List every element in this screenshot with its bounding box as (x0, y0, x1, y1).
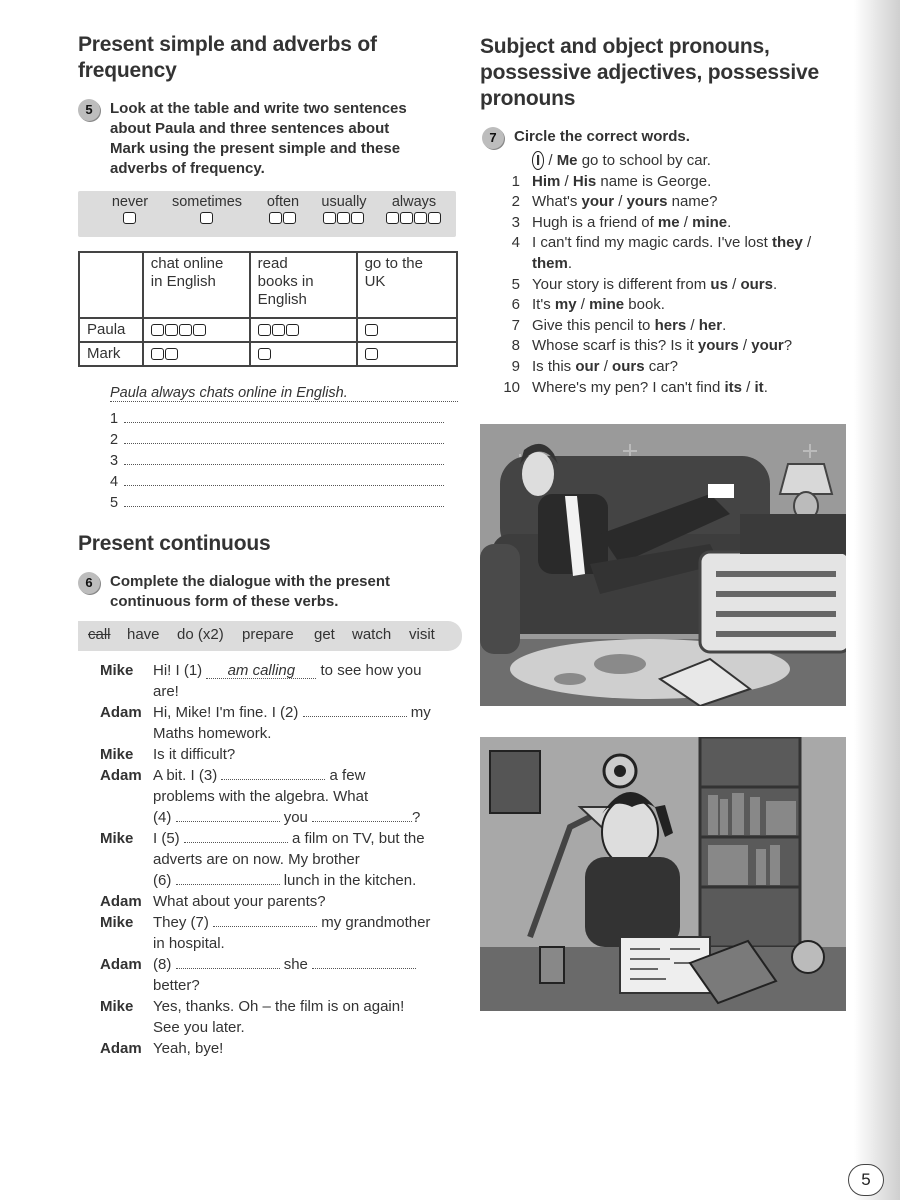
item-post: . (772, 275, 778, 293)
item-pre: Where's my pen? I can't find (532, 378, 725, 396)
illustration-boy-on-phone (480, 737, 846, 1011)
item-a[interactable]: your (581, 193, 615, 211)
habits-table (78, 251, 458, 367)
item-pre: I can't find my magic cards. I've lost (532, 234, 772, 252)
speaker: Adam (100, 956, 142, 973)
table-cell (357, 318, 457, 342)
item-post: go to school by car. (577, 152, 711, 169)
answer-line-4: 4 (110, 473, 444, 490)
item-number: 9 (511, 358, 520, 375)
verb-box (78, 621, 462, 651)
item-b[interactable]: mine (692, 213, 728, 231)
item-post: . (727, 213, 732, 231)
exercise-item (502, 357, 882, 377)
example-sentence: Paula always chats online in English. (110, 385, 458, 402)
speaker: Mike (100, 998, 134, 1015)
verb-call: call (88, 626, 111, 643)
item-sep: / (614, 193, 627, 211)
answer-line-5: 5 (110, 494, 444, 511)
freq-often-squares (258, 210, 308, 226)
answer-blank-8a[interactable] (176, 954, 280, 969)
exercise-6-number: 6 (78, 572, 100, 594)
dialogue-line: Mike Yes, thanks. Oh – the film is on again! See you later. (100, 998, 405, 1036)
item-post: name is George. (596, 172, 712, 190)
item-sep: / (544, 152, 557, 169)
exercise-7-instructions: 7 Circle the correct words. (482, 127, 874, 147)
item-post: . (763, 378, 768, 396)
item-b[interactable]: yours (626, 193, 668, 211)
item-number: 7 (511, 316, 520, 334)
item-post: car? (644, 358, 678, 375)
table-header-read: read books in English (250, 252, 357, 318)
answer-blank-3[interactable] (221, 765, 325, 780)
item-a[interactable]: our (575, 358, 600, 375)
freq-usually: usually (314, 194, 374, 226)
answer-blank-8b[interactable] (312, 954, 416, 969)
item-number: 3 (511, 213, 520, 231)
freq-usually-squares (314, 210, 374, 226)
exercise-item (502, 233, 882, 253)
item-b[interactable]: it (754, 378, 764, 396)
freq-never: never (100, 194, 160, 226)
exercise-5-number: 5 (78, 99, 100, 121)
exercise-item (502, 275, 882, 295)
answer-line-3: 3 (110, 452, 444, 469)
table-row-name: Mark (79, 342, 143, 366)
dialogue (100, 660, 460, 1059)
exercise-item (502, 378, 882, 398)
exercise-item (502, 295, 882, 315)
section-title-pronouns: Subject and object pronouns, possessive adjectives, possessive pronouns (480, 35, 819, 110)
answer-blank-4b[interactable] (312, 807, 412, 822)
freq-often: often (258, 194, 308, 226)
speaker: Adam (100, 893, 142, 910)
item-number: 8 (511, 337, 520, 355)
dialogue-line: Adam Hi, Mike! I'm fine. I (2) my Maths homework. (100, 704, 431, 742)
item-a[interactable]: hers (654, 316, 687, 334)
item-a[interactable]: yours (697, 337, 739, 355)
item-sep: / (742, 378, 755, 396)
dialogue-line: Mike Hi! I (1) am calling to see how you are! (100, 662, 422, 700)
item-pre: Hugh is a friend of (532, 213, 658, 231)
page-number: 5 (848, 1164, 884, 1196)
item-a[interactable]: Him (532, 172, 561, 190)
item-b[interactable]: His (572, 172, 597, 190)
freq-always: always (380, 194, 448, 226)
write-line[interactable] (124, 452, 444, 465)
dialogue-line: Adam (8) she better? (100, 954, 460, 996)
exercise-item (502, 192, 882, 212)
item-sep: / (599, 358, 613, 375)
verb-do: do (x2) (177, 626, 224, 643)
frequency-key (78, 191, 456, 237)
item-post: ? (783, 337, 793, 355)
table-header-uk: go to the UK (357, 252, 457, 318)
item-a[interactable]: them (532, 255, 568, 272)
item-b[interactable]: mine (589, 296, 625, 314)
table-header-row (79, 252, 457, 318)
item-pre: Is this (532, 358, 576, 375)
item-sep: / (802, 234, 812, 252)
item-b[interactable]: Me (556, 152, 578, 169)
dialogue-line: Mike I (5) a film on TV, but the adverts are on now. My brother (6) lunch in the kitchen. (100, 830, 425, 889)
section-title-present-simple: Present simple and adverbs of frequency (78, 33, 377, 82)
speaker: Mike (100, 662, 134, 679)
exercise-6-instructions: 6 Complete the dialogue with the present continuous form of these verbs. (78, 572, 480, 612)
item-sep: / (560, 172, 573, 190)
item-sep: / (679, 213, 693, 231)
exercise-5-instructions: 5 Look at the table and write two sentences about Paula and three sentences about Mark using the present simple and these adverbs of frequency. (78, 99, 480, 179)
speaker: Adam (100, 767, 142, 784)
table-cell (143, 318, 250, 342)
speaker: Mike (100, 830, 134, 847)
table-cell (250, 342, 357, 366)
item-post: . (567, 255, 573, 272)
exercise-item (502, 151, 882, 171)
speaker: Adam (100, 1040, 142, 1057)
exercise-7-number: 7 (482, 127, 504, 149)
dialogue-line: Adam Yeah, bye! (100, 1040, 224, 1057)
item-pre: Whose scarf is this? Is it (532, 337, 698, 355)
item-b[interactable]: your (751, 337, 784, 355)
verb-get: get (314, 626, 335, 643)
exercise-item (502, 316, 882, 336)
item-a[interactable]: they (771, 234, 803, 252)
freq-sometimes: sometimes (162, 194, 252, 226)
table-cell (143, 342, 250, 366)
verb-prepare: prepare (242, 626, 294, 643)
exercise-item (502, 172, 882, 192)
item-number: 6 (511, 296, 520, 314)
write-line[interactable] (124, 494, 444, 507)
item-number: 4 (511, 234, 520, 252)
item-number: 1 (511, 172, 520, 190)
answer-line-2: 2 (110, 431, 444, 448)
item-b[interactable]: ours (612, 358, 645, 375)
table-row (79, 342, 457, 366)
item-sep: / (576, 296, 590, 314)
speaker: Adam (100, 704, 142, 721)
item-a[interactable]: my (554, 296, 577, 314)
item-number: 10 (503, 378, 520, 396)
verb-have: have (127, 626, 160, 643)
item-a[interactable]: I (532, 151, 544, 170)
exercise-item (502, 254, 882, 274)
freq-always-squares (380, 210, 448, 226)
answer-blank-1[interactable]: am calling (206, 664, 316, 679)
item-sep: / (738, 337, 752, 355)
item-a[interactable]: its (724, 378, 742, 396)
item-b[interactable]: ours (740, 275, 773, 293)
item-pre: What's (532, 193, 582, 211)
table-cell (250, 318, 357, 342)
exercise-item (502, 213, 882, 233)
item-pre: Your story is different from (532, 275, 711, 293)
answer-blank-4a[interactable] (176, 807, 280, 822)
dialogue-line: Adam A bit. I (3) a few problems with the algebra. What (4) you ? (100, 767, 421, 826)
speaker: Mike (100, 746, 134, 763)
write-line[interactable] (124, 410, 444, 423)
table-row-name: Paula (79, 318, 143, 342)
answer-blank-2[interactable] (303, 702, 407, 717)
item-pre: Give this pencil to (532, 316, 655, 334)
item-sep: / (686, 316, 699, 334)
item-post: . (722, 316, 727, 334)
item-number: 5 (511, 275, 520, 293)
verb-watch: watch (352, 626, 392, 643)
freq-never-squares (100, 210, 160, 226)
item-sep: / (727, 275, 741, 293)
table-header-chat: chat online in English (143, 252, 250, 318)
item-post: book. (624, 296, 665, 314)
section-title-present-continuous: Present continuous (78, 532, 271, 555)
dialogue-line: Mike Is it difficult? (100, 746, 236, 763)
answer-blank-6[interactable] (176, 870, 280, 885)
write-line[interactable] (124, 473, 444, 486)
item-number: 2 (511, 193, 520, 211)
verb-visit: visit (409, 626, 435, 643)
answer-blank-7[interactable] (213, 912, 317, 927)
speaker: Mike (100, 914, 134, 931)
write-line[interactable] (124, 431, 444, 444)
table-cell (357, 342, 457, 366)
illustration-living-room (480, 424, 846, 706)
answer-line-1: 1 (110, 410, 444, 427)
item-a[interactable]: us (710, 275, 728, 293)
item-post: name? (667, 193, 718, 211)
item-b[interactable]: her (698, 316, 723, 334)
item-a[interactable]: me (657, 213, 680, 231)
freq-sometimes-squares (162, 210, 252, 226)
answer-blank-5[interactable] (184, 828, 288, 843)
dialogue-line: Adam What about your parents? (100, 893, 326, 910)
exercise-item (502, 336, 882, 356)
dialogue-line: Mike They (7) my grandmother in hospital. (100, 914, 431, 952)
table-row (79, 318, 457, 342)
item-pre: It's (532, 296, 555, 314)
